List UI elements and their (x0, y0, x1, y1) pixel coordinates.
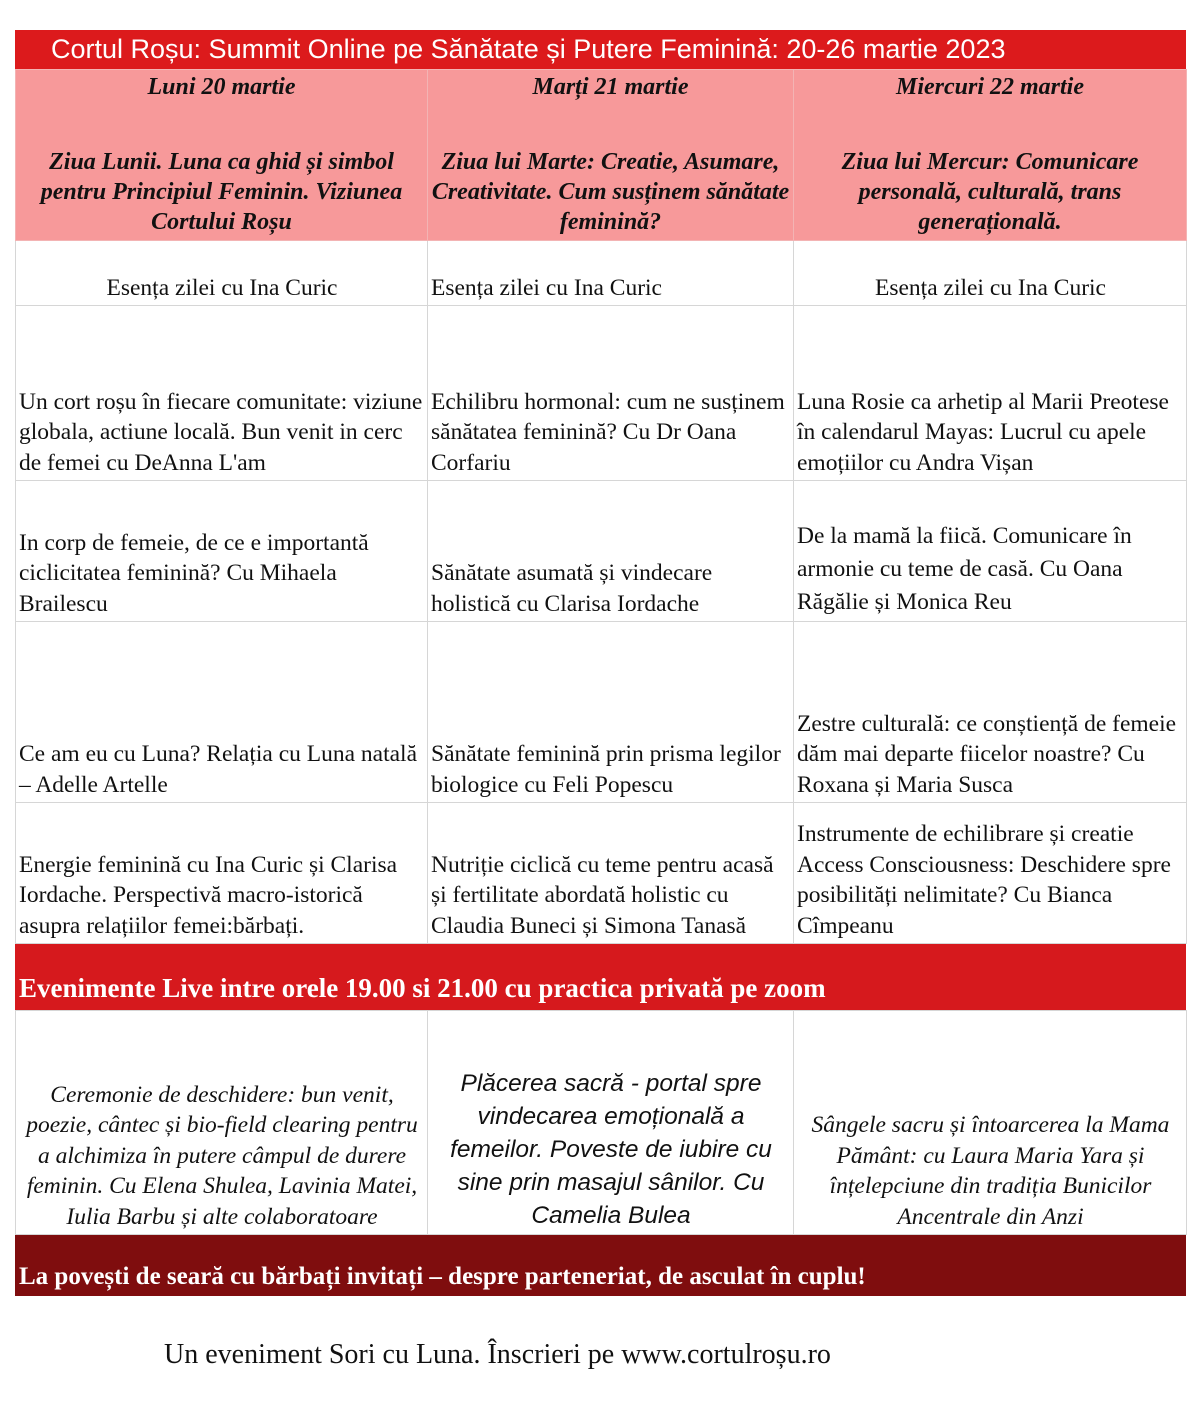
session-row (16, 241, 1187, 306)
session-cell: Luna Rosie ca arhetip al Marii Preotese în calendarul Mayas: Lucrul cu apele emoțiilor cu Andra Vișan (794, 306, 1187, 481)
session-cell: Sănătate asumată și vindecare holistică cu Clarisa Iordache (428, 481, 794, 622)
day-label: Miercuri 22 martie (895, 74, 1084, 100)
session-cell: Nutriție ciclică cu teme pentru acasă și fertilitate abordată holistic cu Claudia Buneci și Simona Tanasă (428, 803, 794, 944)
session-cell: Un cort roșu în fiecare comunitate: viziune globala, actiune locală. Bun venit in cerc de femei cu DeAnna L'am (16, 306, 428, 481)
live-event-row (16, 1011, 1187, 1235)
day-label: Luni 20 martie (147, 74, 296, 100)
session-row (16, 622, 1187, 803)
session-cell: Esența zilei cu Ina Curic (428, 241, 794, 306)
live-events-banner: Evenimente Live intre orele 19.00 si 21.00 cu practica privată pe zoom (15, 944, 1186, 1010)
session-row (16, 481, 1187, 622)
day-header-wednesday (794, 70, 1187, 241)
day-label: Marți 21 martie (532, 74, 689, 100)
session-cell: Energie feminină cu Ina Curic și Clarisa Iordache. Perspectivă macro-istorică asupra relațiilor femei:bărbați. (16, 803, 428, 944)
footer-note: Un eveniment Sori cu Luna. Înscrieri pe www.cortulroșu.ro (164, 1339, 831, 1370)
evening-stories-banner: La povești de seară cu bărbați invitați – despre parteneriat, de asculat în cuplu! (15, 1235, 1186, 1296)
session-cell: Sănătate feminină prin prisma legilor biologice cu Feli Popescu (428, 622, 794, 803)
session-row (16, 306, 1187, 481)
session-cell: Echilibru hormonal: cum ne susținem sănătatea feminină? Cu Dr Oana Corfariu (428, 306, 794, 481)
live-events-table (15, 1010, 1187, 1235)
schedule-sheet (15, 30, 1186, 1296)
session-cell: Esența zilei cu Ina Curic (794, 241, 1187, 306)
day-theme: Ziua lui Mercur: Comunicare personală, culturală, trans generațională. (841, 149, 1139, 235)
session-cell: De la mamă la fiică. Comunicare în armonie cu teme de casă. Cu Oana Răgălie și Monica Reu (794, 481, 1187, 622)
day-header-monday (16, 70, 428, 241)
summit-title: Cortul Roșu: Summit Online pe Sănătate și Putere Feminină: 20-26 martie 2023 (15, 30, 1186, 69)
session-row (16, 803, 1187, 944)
live-event-cell: Plăcerea sacră - portal spre vindecarea emoțională a femeilor. Poveste de iubire cu sine prin masajul sânilor. Cu Camelia Bulea (428, 1011, 794, 1235)
live-event-cell: Sângele sacru și întoarcerea la Mama Pământ: cu Laura Maria Yara și înțelepciune din tradiția Bunicilor Ancentrale din Anzi (794, 1011, 1187, 1235)
day-header-row (16, 70, 1187, 241)
day-header-tuesday (428, 70, 794, 241)
day-theme: Ziua Lunii. Luna ca ghid și simbol pentru Principiul Feminin. Viziunea Cortului Roșu (40, 149, 403, 235)
schedule-table (15, 69, 1187, 944)
live-event-cell: Ceremonie de deschidere: bun venit, poezie, cântec și bio-field clearing pentru a alchimiza în putere câmpul de durere feminin. Cu Elena Shulea, Lavinia Matei, Iulia Barbu și alte colaboratoare (16, 1011, 428, 1235)
day-theme: Ziua lui Marte: Creatie, Asumare, Creativitate. Cum susținem sănătate feminină? (431, 149, 790, 235)
session-cell: Zestre culturală: ce conștiență de femeie dăm mai departe fiicelor noastre? Cu Roxana și Maria Susca (794, 622, 1187, 803)
session-cell: Instrumente de echilibrare și creatie Access Consciousness: Deschidere spre posibilități nelimitate? Cu Bianca Cîmpeanu (794, 803, 1187, 944)
session-cell: Ce am eu cu Luna? Relația cu Luna natală – Adelle Artelle (16, 622, 428, 803)
session-cell: In corp de femeie, de ce e importantă ciclicitatea feminină? Cu Mihaela Brailescu (16, 481, 428, 622)
session-cell: Esența zilei cu Ina Curic (16, 241, 428, 306)
